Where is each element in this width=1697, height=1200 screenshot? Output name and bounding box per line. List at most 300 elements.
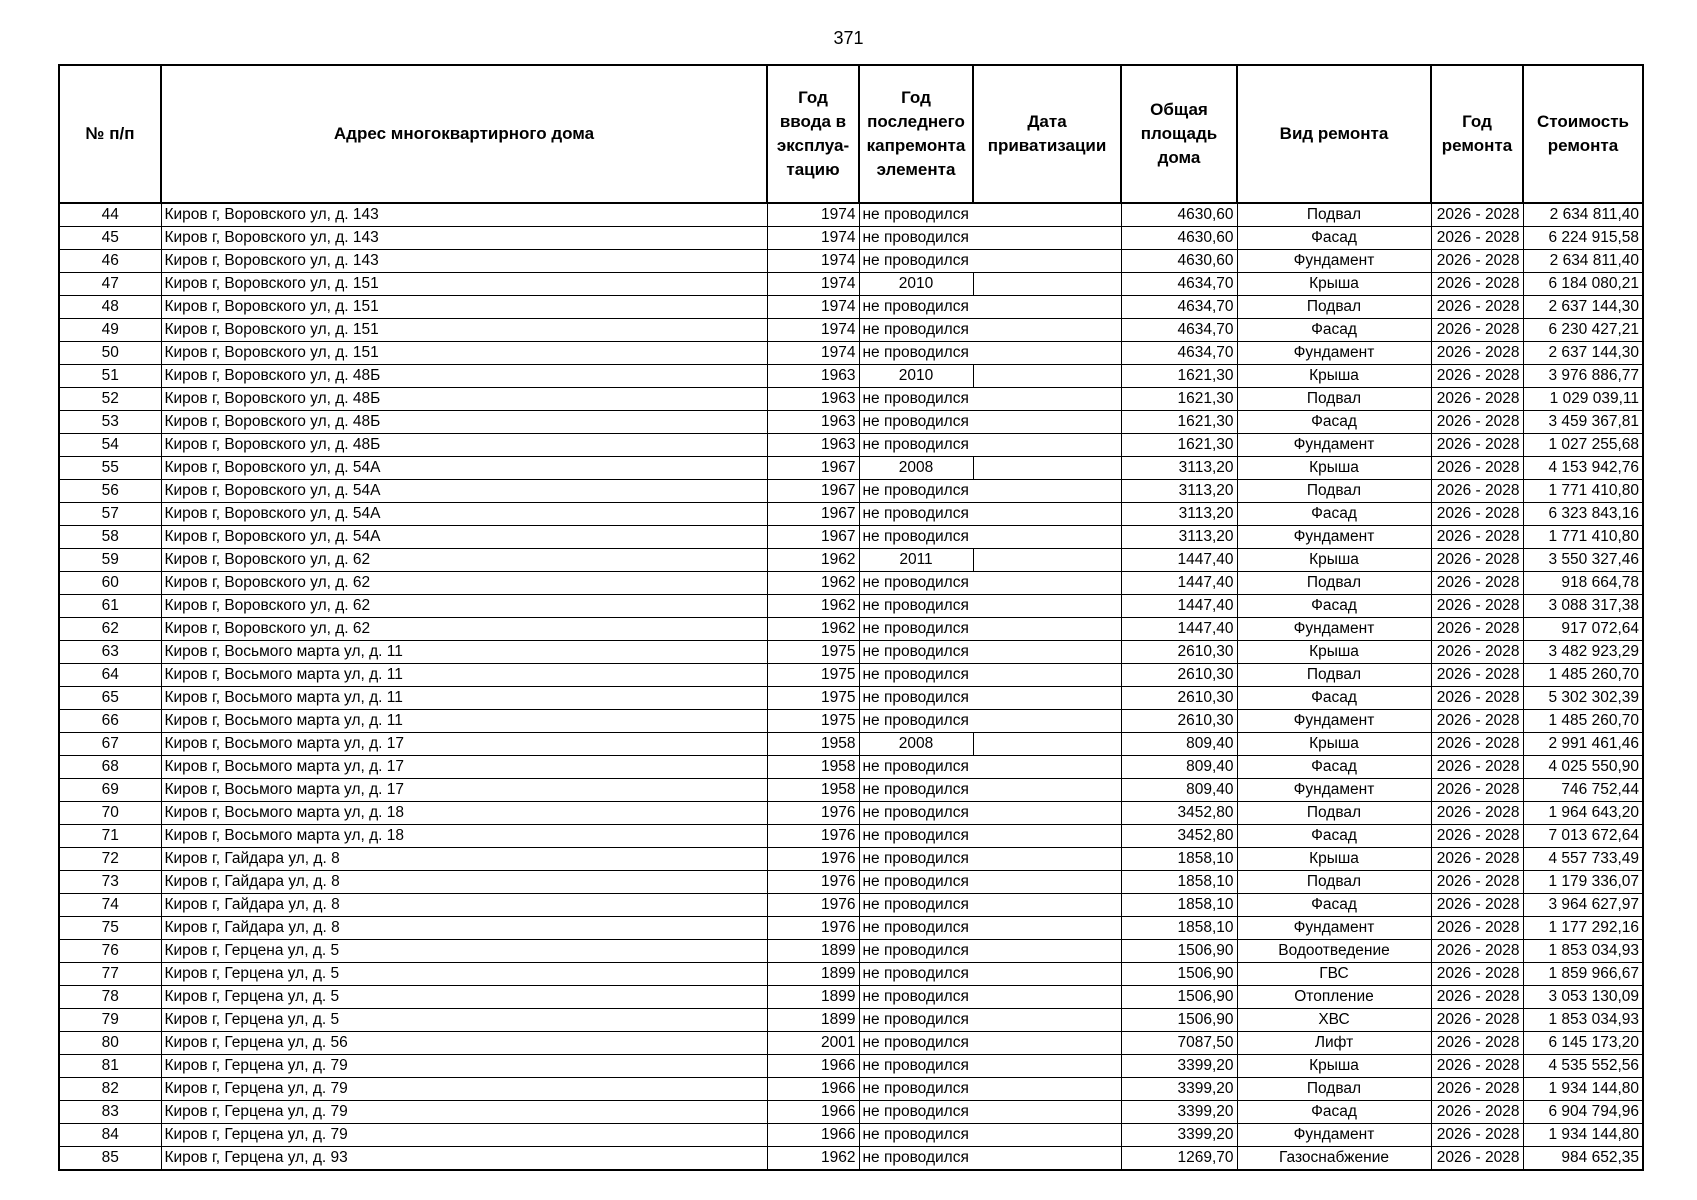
cell-repair-year: 2026 - 2028 [1431,963,1523,986]
cell-num: 50 [59,342,161,365]
cell-cost: 1 485 260,70 [1523,664,1643,687]
table-row [59,1147,1643,1171]
cell-area: 1447,40 [1121,595,1237,618]
header-last-repair: Год последнего капремонта элемента [859,65,973,203]
cell-cost: 3 964 627,97 [1523,894,1643,917]
cell-address: Киров г, Воровского ул, д. 62 [161,549,767,572]
cell-area: 809,40 [1121,733,1237,756]
cell-year-built: 1975 [767,641,859,664]
cell-privatization [973,434,1121,457]
cell-year-built: 1976 [767,917,859,940]
cell-cost: 1 853 034,93 [1523,940,1643,963]
cell-privatization [973,618,1121,641]
cell-year-built: 1976 [767,894,859,917]
cell-year-built: 1967 [767,526,859,549]
cell-repair-year: 2026 - 2028 [1431,227,1523,250]
cell-repair-type: Крыша [1237,273,1431,296]
cell-address: Киров г, Воровского ул, д. 54А [161,457,767,480]
cell-last-repair: не проводился [859,250,973,273]
cell-address: Киров г, Воровского ул, д. 48Б [161,388,767,411]
cell-last-repair: не проводился [859,940,973,963]
cell-year-built: 1976 [767,871,859,894]
cell-year-built: 1967 [767,503,859,526]
table-body [59,203,1643,1170]
cell-repair-year: 2026 - 2028 [1431,940,1523,963]
cell-last-repair: не проводился [859,779,973,802]
cell-year-built: 1974 [767,296,859,319]
cell-year-built: 1963 [767,365,859,388]
cell-address: Киров г, Восьмого марта ул, д. 18 [161,802,767,825]
cell-year-built: 1974 [767,319,859,342]
cell-privatization [973,687,1121,710]
cell-address: Киров г, Воровского ул, д. 62 [161,595,767,618]
cell-year-built: 1976 [767,802,859,825]
cell-address: Киров г, Воровского ул, д. 54А [161,480,767,503]
cell-repair-type: Фасад [1237,756,1431,779]
cell-address: Киров г, Восьмого марта ул, д. 17 [161,733,767,756]
cell-area: 1447,40 [1121,618,1237,641]
cell-repair-type: ХВС [1237,1009,1431,1032]
cell-last-repair: 2008 [859,733,973,756]
cell-num: 57 [59,503,161,526]
cell-year-built: 1974 [767,250,859,273]
cell-num: 78 [59,986,161,1009]
cell-privatization [973,940,1121,963]
cell-privatization [973,641,1121,664]
cell-cost: 2 634 811,40 [1523,250,1643,273]
cell-cost: 1 177 292,16 [1523,917,1643,940]
cell-year-built: 1976 [767,848,859,871]
cell-repair-type: Крыша [1237,641,1431,664]
cell-year-built: 1963 [767,388,859,411]
cell-num: 56 [59,480,161,503]
cell-area: 1506,90 [1121,1009,1237,1032]
cell-address: Киров г, Воровского ул, д. 48Б [161,434,767,457]
cell-year-built: 1966 [767,1078,859,1101]
cell-repair-year: 2026 - 2028 [1431,756,1523,779]
cell-year-built: 1962 [767,549,859,572]
cell-privatization [973,203,1121,227]
cell-repair-year: 2026 - 2028 [1431,802,1523,825]
cell-year-built: 1975 [767,710,859,733]
cell-cost: 918 664,78 [1523,572,1643,595]
table-row [59,1124,1643,1147]
cell-repair-year: 2026 - 2028 [1431,641,1523,664]
cell-num: 67 [59,733,161,756]
cell-last-repair: не проводился [859,825,973,848]
cell-repair-type: Подвал [1237,664,1431,687]
cell-area: 1621,30 [1121,365,1237,388]
table-row [59,296,1643,319]
cell-repair-year: 2026 - 2028 [1431,250,1523,273]
cell-address: Киров г, Воровского ул, д. 54А [161,503,767,526]
cell-address: Киров г, Воровского ул, д. 62 [161,572,767,595]
cell-repair-year: 2026 - 2028 [1431,273,1523,296]
cell-area: 4634,70 [1121,342,1237,365]
cell-num: 46 [59,250,161,273]
cell-privatization [973,1078,1121,1101]
cell-repair-type: Фасад [1237,503,1431,526]
cell-area: 3399,20 [1121,1055,1237,1078]
cell-privatization [973,1055,1121,1078]
cell-area: 4634,70 [1121,319,1237,342]
cell-address: Киров г, Воровского ул, д. 62 [161,618,767,641]
cell-address: Киров г, Герцена ул, д. 5 [161,986,767,1009]
cell-area: 3452,80 [1121,825,1237,848]
cell-area: 1447,40 [1121,572,1237,595]
cell-last-repair: не проводился [859,526,973,549]
header-num: № п/п [59,65,161,203]
cell-privatization [973,1124,1121,1147]
table-row [59,1078,1643,1101]
cell-area: 3399,20 [1121,1101,1237,1124]
cell-area: 1269,70 [1121,1147,1237,1171]
cell-repair-year: 2026 - 2028 [1431,618,1523,641]
cell-last-repair: не проводился [859,572,973,595]
cell-privatization [973,365,1121,388]
cell-privatization [973,963,1121,986]
cell-cost: 917 072,64 [1523,618,1643,641]
cell-year-built: 1976 [767,825,859,848]
cell-cost: 6 904 794,96 [1523,1101,1643,1124]
cell-cost: 3 976 886,77 [1523,365,1643,388]
header-address: Адрес многоквартирного дома [161,65,767,203]
cell-last-repair: не проводился [859,641,973,664]
cell-area: 4634,70 [1121,296,1237,319]
header-repair-type: Вид ремонта [1237,65,1431,203]
cell-cost: 1 485 260,70 [1523,710,1643,733]
header-year-built: Год ввода в эксплуа-тацию [767,65,859,203]
cell-area: 1621,30 [1121,388,1237,411]
cell-repair-year: 2026 - 2028 [1431,779,1523,802]
cell-address: Киров г, Воровского ул, д. 151 [161,342,767,365]
cell-repair-year: 2026 - 2028 [1431,1055,1523,1078]
cell-num: 48 [59,296,161,319]
cell-last-repair: не проводился [859,618,973,641]
cell-year-built: 1975 [767,664,859,687]
cell-repair-year: 2026 - 2028 [1431,411,1523,434]
cell-last-repair: не проводился [859,388,973,411]
table-row [59,595,1643,618]
cell-repair-type: Фундамент [1237,250,1431,273]
cell-privatization [973,1032,1121,1055]
cell-last-repair: 2010 [859,273,973,296]
cell-num: 85 [59,1147,161,1171]
cell-address: Киров г, Герцена ул, д. 5 [161,940,767,963]
cell-privatization [973,572,1121,595]
cell-num: 44 [59,203,161,227]
table-row [59,1101,1643,1124]
cell-num: 83 [59,1101,161,1124]
table-row [59,411,1643,434]
cell-repair-year: 2026 - 2028 [1431,296,1523,319]
cell-cost: 3 053 130,09 [1523,986,1643,1009]
cell-repair-type: Фасад [1237,894,1431,917]
cell-cost: 2 637 144,30 [1523,342,1643,365]
cell-repair-type: Подвал [1237,1078,1431,1101]
cell-repair-type: Фасад [1237,595,1431,618]
cell-last-repair: не проводился [859,963,973,986]
cell-privatization [973,664,1121,687]
cell-num: 65 [59,687,161,710]
cell-repair-type: Фундамент [1237,618,1431,641]
cell-address: Киров г, Гайдара ул, д. 8 [161,894,767,917]
cell-area: 3113,20 [1121,457,1237,480]
cell-address: Киров г, Герцена ул, д. 79 [161,1055,767,1078]
table-row [59,664,1643,687]
cell-repair-year: 2026 - 2028 [1431,1124,1523,1147]
cell-num: 59 [59,549,161,572]
cell-cost: 3 482 923,29 [1523,641,1643,664]
cell-address: Киров г, Восьмого марта ул, д. 11 [161,641,767,664]
cell-area: 1447,40 [1121,549,1237,572]
cell-last-repair: не проводился [859,1078,973,1101]
cell-last-repair: не проводился [859,503,973,526]
cell-year-built: 1974 [767,227,859,250]
cell-repair-type: Подвал [1237,480,1431,503]
cell-year-built: 1958 [767,733,859,756]
cell-address: Киров г, Герцена ул, д. 56 [161,1032,767,1055]
cell-num: 45 [59,227,161,250]
cell-cost: 1 964 643,20 [1523,802,1643,825]
cell-repair-type: Крыша [1237,848,1431,871]
repair-register-table [58,64,1644,1171]
cell-area: 4634,70 [1121,273,1237,296]
cell-area: 1506,90 [1121,986,1237,1009]
cell-last-repair: не проводился [859,1101,973,1124]
cell-privatization [973,986,1121,1009]
cell-num: 81 [59,1055,161,1078]
cell-repair-type: Крыша [1237,457,1431,480]
table-row [59,1032,1643,1055]
cell-repair-year: 2026 - 2028 [1431,503,1523,526]
cell-year-built: 1974 [767,342,859,365]
cell-address: Киров г, Восьмого марта ул, д. 11 [161,687,767,710]
table-row [59,342,1643,365]
cell-num: 77 [59,963,161,986]
cell-area: 7087,50 [1121,1032,1237,1055]
cell-num: 47 [59,273,161,296]
cell-last-repair: не проводился [859,687,973,710]
cell-area: 809,40 [1121,756,1237,779]
cell-year-built: 1966 [767,1101,859,1124]
cell-cost: 6 230 427,21 [1523,319,1643,342]
cell-repair-type: Лифт [1237,1032,1431,1055]
cell-year-built: 2001 [767,1032,859,1055]
cell-address: Киров г, Воровского ул, д. 143 [161,250,767,273]
cell-repair-type: Отопление [1237,986,1431,1009]
cell-area: 1621,30 [1121,434,1237,457]
cell-num: 68 [59,756,161,779]
cell-repair-type: Крыша [1237,549,1431,572]
cell-num: 66 [59,710,161,733]
cell-cost: 2 637 144,30 [1523,296,1643,319]
cell-cost: 6 145 173,20 [1523,1032,1643,1055]
cell-last-repair: не проводился [859,986,973,1009]
cell-privatization [973,319,1121,342]
cell-num: 52 [59,388,161,411]
cell-repair-year: 2026 - 2028 [1431,1032,1523,1055]
cell-num: 75 [59,917,161,940]
cell-privatization [973,848,1121,871]
table-row [59,227,1643,250]
cell-privatization [973,894,1121,917]
cell-last-repair: 2011 [859,549,973,572]
cell-last-repair: 2010 [859,365,973,388]
cell-repair-type: Подвал [1237,871,1431,894]
cell-privatization [973,250,1121,273]
cell-repair-type: Газоснабжение [1237,1147,1431,1171]
cell-repair-year: 2026 - 2028 [1431,986,1523,1009]
cell-last-repair: не проводился [859,710,973,733]
cell-repair-year: 2026 - 2028 [1431,687,1523,710]
cell-last-repair: не проводился [859,1124,973,1147]
cell-cost: 4 025 550,90 [1523,756,1643,779]
table-row [59,894,1643,917]
table-row [59,388,1643,411]
cell-repair-year: 2026 - 2028 [1431,457,1523,480]
cell-last-repair: не проводился [859,227,973,250]
cell-year-built: 1899 [767,986,859,1009]
cell-num: 51 [59,365,161,388]
cell-privatization [973,825,1121,848]
cell-cost: 6 224 915,58 [1523,227,1643,250]
table-row [59,917,1643,940]
cell-area: 3113,20 [1121,480,1237,503]
cell-address: Киров г, Воровского ул, д. 54А [161,526,767,549]
cell-privatization [973,595,1121,618]
cell-last-repair: не проводился [859,1055,973,1078]
cell-repair-year: 2026 - 2028 [1431,1078,1523,1101]
cell-repair-year: 2026 - 2028 [1431,549,1523,572]
cell-address: Киров г, Гайдара ул, д. 8 [161,848,767,871]
cell-last-repair: не проводился [859,1032,973,1055]
cell-repair-type: Крыша [1237,365,1431,388]
cell-year-built: 1962 [767,595,859,618]
cell-repair-type: Подвал [1237,296,1431,319]
table-row [59,1055,1643,1078]
table-row [59,963,1643,986]
cell-last-repair: не проводился [859,848,973,871]
table-row [59,940,1643,963]
table-row [59,365,1643,388]
cell-cost: 746 752,44 [1523,779,1643,802]
cell-cost: 1 859 966,67 [1523,963,1643,986]
table-row [59,733,1643,756]
cell-cost: 1 027 255,68 [1523,434,1643,457]
cell-num: 49 [59,319,161,342]
table-row [59,687,1643,710]
cell-area: 1858,10 [1121,871,1237,894]
cell-repair-year: 2026 - 2028 [1431,871,1523,894]
cell-num: 82 [59,1078,161,1101]
cell-address: Киров г, Герцена ул, д. 5 [161,1009,767,1032]
cell-repair-year: 2026 - 2028 [1431,894,1523,917]
cell-last-repair: 2008 [859,457,973,480]
cell-cost: 1 934 144,80 [1523,1078,1643,1101]
cell-address: Киров г, Воровского ул, д. 143 [161,227,767,250]
cell-repair-type: Подвал [1237,203,1431,227]
table-row [59,756,1643,779]
cell-repair-type: Фасад [1237,319,1431,342]
cell-repair-year: 2026 - 2028 [1431,595,1523,618]
cell-repair-year: 2026 - 2028 [1431,1101,1523,1124]
cell-area: 3113,20 [1121,526,1237,549]
table-row [59,273,1643,296]
table-row [59,572,1643,595]
cell-privatization [973,733,1121,756]
cell-repair-type: Фундамент [1237,526,1431,549]
cell-cost: 7 013 672,64 [1523,825,1643,848]
cell-address: Киров г, Гайдара ул, д. 8 [161,917,767,940]
cell-last-repair: не проводился [859,917,973,940]
table-row [59,549,1643,572]
table-row [59,1009,1643,1032]
cell-privatization [973,756,1121,779]
cell-area: 1858,10 [1121,848,1237,871]
table-row [59,871,1643,894]
cell-repair-type: Подвал [1237,802,1431,825]
cell-address: Киров г, Восьмого марта ул, д. 17 [161,779,767,802]
cell-privatization [973,549,1121,572]
cell-cost: 3 550 327,46 [1523,549,1643,572]
cell-cost: 1 934 144,80 [1523,1124,1643,1147]
cell-repair-year: 2026 - 2028 [1431,434,1523,457]
cell-address: Киров г, Восьмого марта ул, д. 11 [161,710,767,733]
page-number: 371 [833,28,864,48]
table-row [59,434,1643,457]
cell-privatization [973,388,1121,411]
cell-repair-type: ГВС [1237,963,1431,986]
cell-privatization [973,227,1121,250]
cell-num: 54 [59,434,161,457]
cell-area: 2610,30 [1121,664,1237,687]
cell-privatization [973,917,1121,940]
cell-repair-type: Фасад [1237,1101,1431,1124]
cell-privatization [973,296,1121,319]
cell-num: 58 [59,526,161,549]
cell-repair-year: 2026 - 2028 [1431,480,1523,503]
cell-num: 84 [59,1124,161,1147]
cell-privatization [973,273,1121,296]
table-row [59,319,1643,342]
cell-repair-type: Фасад [1237,411,1431,434]
table-row [59,779,1643,802]
cell-area: 1858,10 [1121,894,1237,917]
cell-cost: 6 323 843,16 [1523,503,1643,526]
cell-repair-type: Фундамент [1237,434,1431,457]
cell-num: 61 [59,595,161,618]
cell-repair-year: 2026 - 2028 [1431,1009,1523,1032]
cell-repair-year: 2026 - 2028 [1431,733,1523,756]
cell-repair-year: 2026 - 2028 [1431,388,1523,411]
cell-last-repair: не проводился [859,756,973,779]
cell-repair-type: Фасад [1237,825,1431,848]
cell-repair-type: Фасад [1237,687,1431,710]
cell-cost: 1 853 034,93 [1523,1009,1643,1032]
cell-num: 76 [59,940,161,963]
cell-last-repair: не проводился [859,296,973,319]
cell-year-built: 1963 [767,411,859,434]
table-row [59,457,1643,480]
cell-cost: 2 634 811,40 [1523,203,1643,227]
cell-privatization [973,779,1121,802]
cell-year-built: 1963 [767,434,859,457]
table-row [59,848,1643,871]
cell-address: Киров г, Воровского ул, д. 48Б [161,365,767,388]
cell-cost: 5 302 302,39 [1523,687,1643,710]
cell-last-repair: не проводился [859,480,973,503]
